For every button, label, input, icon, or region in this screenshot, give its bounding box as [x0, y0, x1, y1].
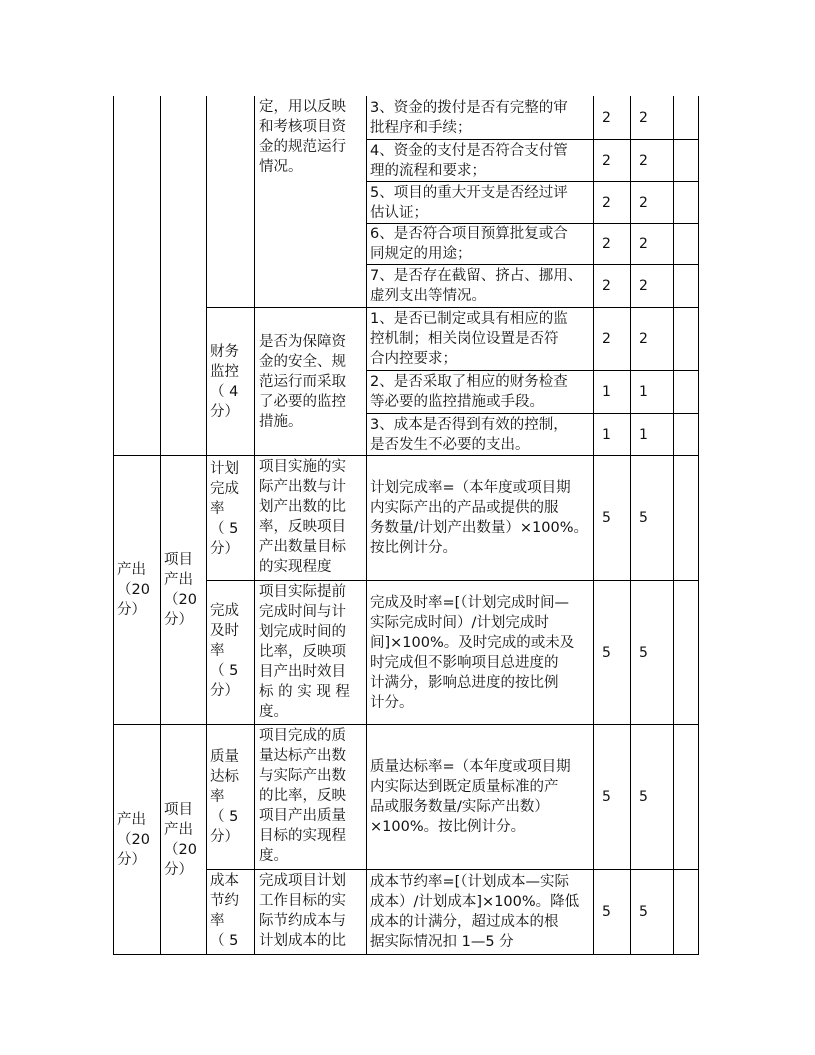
indicator-description: 定，用以反映 和考核项目资 金的规范运行 情况。 — [259, 99, 346, 175]
evaluation-table — [113, 96, 699, 955]
score-cell: 2 — [639, 194, 648, 211]
score-cell: 5 — [639, 904, 648, 920]
weight-cell: 1 — [602, 426, 611, 443]
weight-cell: 2 — [602, 331, 611, 347]
weight-cell: 2 — [602, 278, 611, 294]
weight-cell: 5 — [602, 789, 611, 805]
indicator-description: 项目实施的实 际产出数与计 划产出数的比 率，反映项目 产出数量目标 的实现程度 — [259, 459, 346, 575]
score-cell: 5 — [639, 644, 648, 661]
criteria-cell: 计划完成率=（本年度或项目期 内实际产出的产品或提供的服 务数量/计划产出数量）×100%。 按比例计分。 — [370, 480, 588, 556]
table-border-left — [113, 96, 114, 955]
criteria-cell: 1、是否已制定或具有相应的监 控机制；相关岗位设置是否符 合内控要求； — [370, 311, 568, 367]
indicator-description: 是否为保障资 金的安全、规 范运行而采取 了必要的监控 措施。 — [259, 333, 346, 430]
level1-indicator: 产出 （20 分） — [117, 562, 150, 618]
score-cell: 5 — [639, 510, 648, 526]
level1-indicator: 产出 （20 分） — [117, 811, 150, 868]
criteria-cell: 6、是否符合项目预算批复或合 同规定的用途； — [370, 226, 568, 262]
score-cell: 2 — [639, 152, 648, 169]
criteria-cell: 完成及时率=[（计划完成时间— 实际完成时间）/计划完成时 间]×100%。及时完成的或未及 时完成但不影响项目总进度的 计满分，影响总进度的按比例 计分。 — [370, 594, 575, 711]
weight-cell: 2 — [602, 236, 611, 252]
indicator-label: 完成 及时 率 （ 5 分） — [210, 603, 239, 699]
criteria-cell: 3、资金的拨付是否有完整的审 批程序和手续； — [370, 100, 568, 136]
indicator-description: 项目实际提前 完成时间与计 划完成时间的 比率，反映项 目产出时效目 标 的 实 现 程 度。 — [259, 584, 350, 720]
indicator-description: 项目完成的质 量达标产出数 与实际产出数 的比率，反映 项目产出质量 目标的实现程 度。 — [259, 728, 346, 864]
indicator-label: 质量 达标 率 （ 5 分） — [210, 749, 239, 845]
score-cell: 1 — [639, 384, 648, 400]
table-grid-line — [366, 96, 367, 955]
criteria-cell: 5、项目的重大开支是否经过评 估认证； — [370, 184, 568, 221]
indicator-label: 财务 监控 （ 4 分） — [210, 343, 239, 420]
table-grid-line — [206, 96, 207, 955]
weight-cell: 2 — [602, 110, 611, 126]
indicator-label: 成本 节约 率 （ 5 — [210, 873, 239, 949]
weight-cell: 5 — [602, 904, 611, 920]
table-grid-line — [673, 96, 674, 955]
weight-cell: 2 — [602, 194, 611, 211]
criteria-cell: 7、是否存在截留、挤占、挪用、 虚列支出等情况。 — [370, 268, 583, 304]
table-grid-line — [160, 96, 161, 955]
table-grid-line — [254, 96, 255, 955]
score-cell: 2 — [639, 331, 648, 347]
weight-cell: 5 — [602, 644, 611, 661]
table-border-right — [698, 96, 699, 955]
weight-cell: 5 — [602, 510, 611, 526]
indicator-description: 完成项目计划 工作目标的实 际节约成本与 计划成本的比 — [259, 873, 346, 949]
level2-indicator: 项目 产出 （20 分） — [164, 801, 197, 878]
score-cell: 2 — [639, 236, 648, 252]
criteria-cell: 2、是否采取了相应的财务检查 等必要的监控措施或手段。 — [370, 374, 568, 410]
level2-indicator: 项目 产出 （20 分） — [164, 552, 197, 628]
criteria-cell: 4、资金的支付是否符合支付管 理的流程和要求； — [370, 142, 568, 179]
indicator-label: 计划 完成 率 （ 5 分） — [210, 461, 239, 557]
score-cell: 2 — [639, 110, 648, 126]
table-border-bottom — [113, 954, 699, 955]
score-cell: 2 — [639, 278, 648, 294]
score-cell: 1 — [639, 426, 648, 443]
criteria-cell: 质量达标率=（本年度或项目期 内实际达到既定质量标准的产 品或服务数量/实际产出数） ×100%。按比例计分。 — [370, 759, 571, 835]
score-cell: 5 — [639, 789, 648, 805]
weight-cell: 2 — [602, 152, 611, 169]
criteria-cell: 成本节约率=[（计划成本—实际 成本）/计划成本]×100%。降低 成本的计满分，超过成本的根 据实际情况扣 1—5 分 — [370, 874, 580, 950]
criteria-cell: 3、成本是否得到有效的控制， 是否发生不必要的支出。 — [370, 416, 568, 453]
weight-cell: 1 — [602, 384, 611, 400]
